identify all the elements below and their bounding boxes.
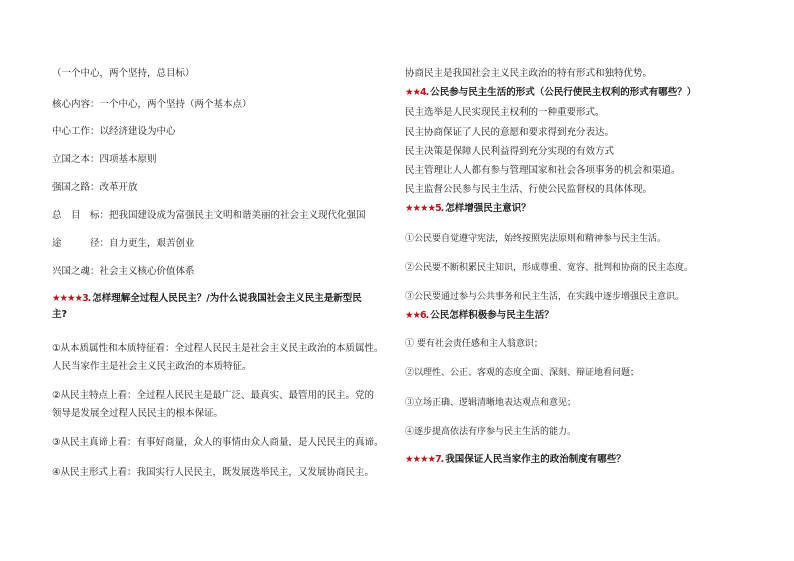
question-7-heading [405,453,626,467]
question-5-heading [405,202,531,216]
question-4-stars: ★★4. [405,87,429,98]
question-7-stars: ★★★★7. [405,454,444,465]
right-line-6: 民主监督公民参与民主生活、行使公民监督权的具体体现。 [405,184,653,195]
right-line-11: ②以理性、公正、客观的态度全面、深刻、辩证地看问题； [405,368,640,378]
answer-3-1: ①从本质属性和本质特征看：全过程人民民主是社会主义民主政治的本质属性。 [52,343,384,354]
left-line-3: 中心工作：以经济建设为中心 [52,126,176,137]
left-line-6: 总 目 标：把我国建设成为富强民主文明和谐美丽的社会主义现代化强国 [52,210,366,221]
right-line-10: ① 要有社会责任感和主人翁意识； [405,339,543,349]
answer-3-4: ④从民主形式上看：我国实行人民民主，既发展选举民主，又发展协商民主。 [52,467,375,478]
left-line-7: 途 径：自力更生，艰苦创业 [52,238,195,249]
answer-3-3: ③从民主真谛上看：有事好商量，众人的事情由众人商量，是人民民主的真谛。 [52,437,384,448]
question-5-stars: ★★★★5. [405,203,444,214]
right-line-8: ②公民要不断积累民主知识，形成尊重、宽容、批判和协商的民主态度。 [405,263,694,273]
left-line-2: 核心内容：一个中心，两个坚持（两个基本点） [52,99,252,110]
question-3-heading [52,292,362,306]
question-3-text: 怎样理解全过程人民民主？/为什么说我国社会主义民主是新型民 [92,293,362,304]
right-line-12: ③立场正确、逻辑清晰地表达观点和意见； [405,398,577,408]
right-line-2: 民主选举是人民实现民主权利的一种重要形式。 [405,107,605,118]
right-line-5: 民主管理让人人都有参与管理国家和社会各项事务的机会和渠道。 [405,165,681,176]
right-line-9: ③公民要通过参与公共事务和民主生活，在实践中逐步增强民主意识。 [405,292,685,302]
question-4-heading [405,86,696,100]
question-6-stars: ★★6. [405,310,429,321]
answer-3-1-cont: 人民当家作主是社会主义民主政治的本质特征。 [52,361,252,372]
left-line-5: 强国之路：改革开放 [52,182,138,193]
right-line-3: 民主协商保证了人民的意愿和要求得到充分表达。 [405,127,615,138]
answer-3-2-cont: 领导是发展全过程人民民主的根本保证。 [52,408,224,419]
right-line-13: ④逐步提高依法有序参与民主生活的能力。 [405,427,577,437]
question-6-heading [405,309,554,323]
question-4-text: 公民参与民主生活的形式（公民行使民主权利的形式有哪些？） [430,87,697,98]
left-line-4: 立国之本：四项基本原则 [52,154,157,165]
left-line-8: 兴国之魂：社会主义核心价值体系 [52,266,195,277]
question-3-stars: ★★★★3. [52,293,91,304]
answer-3-2: ②从民主特点上看：全过程人民民主是最广泛、最真实、最管用的民主。党的 [52,390,375,401]
right-line-4: 民主决策是保障人民利益得到充分实现的有效方式 [405,146,615,157]
question-6-text: 公民怎样积极参与民主生活？ [430,310,554,321]
question-3-text-cont: 主? [52,309,68,320]
left-line-1: （一个中心，两个坚持，总目标） [52,68,195,79]
right-line-1: 协商民主是我国社会主义民主政治的特有形式和独特优势。 [405,68,653,79]
question-5-text: 怎样增强民主意识？ [445,203,531,214]
question-7-text: 我国保证人民当家作主的政治制度有哪些？ [445,454,626,465]
right-line-7: ①公民要自觉遵守宪法，始终按照宪法原则和精神参与民主生活。 [405,234,667,244]
